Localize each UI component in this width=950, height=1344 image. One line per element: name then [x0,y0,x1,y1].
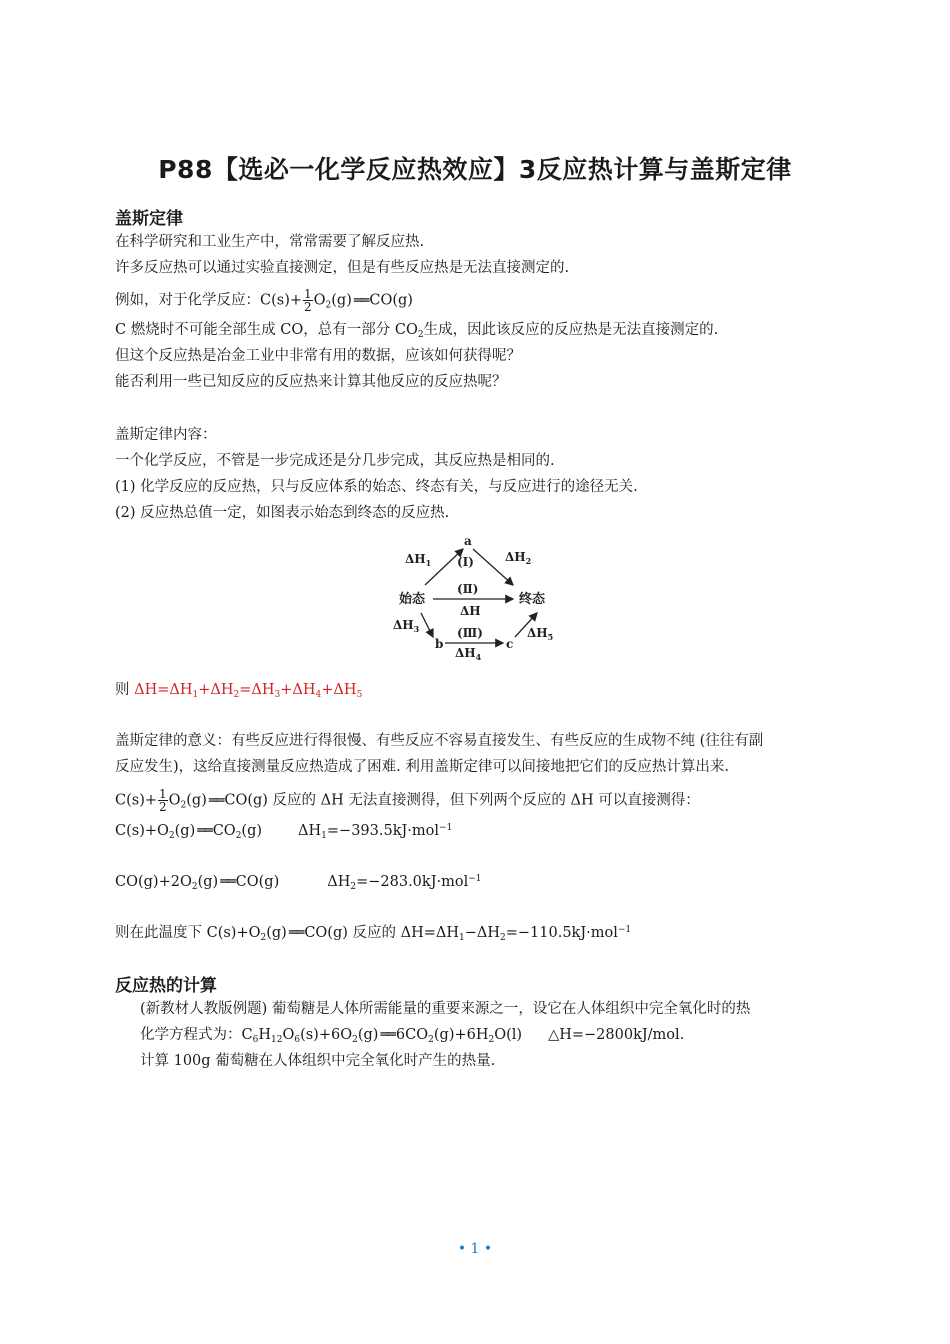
page-title: P88【选必一化学反应热效应】3反应热计算与盖斯定律 [158,155,792,184]
dh4-label [455,646,482,662]
dh3-subscript: 3 [413,624,420,634]
text-fragment: CO [212,823,236,839]
text-fragment: 6CO [395,1027,429,1043]
subscript: 2 [488,1035,495,1045]
text-fragment: O(l) [494,1027,523,1043]
text-fragment: ΔH=ΔH [134,682,193,698]
text-fragment: (g) [197,874,219,890]
subscript: 2 [180,800,187,811]
reaction-equals-sign: ══ [288,925,303,941]
text-fragment: △H=−2800kJ/mol. [548,1027,685,1043]
paragraph-line: 许多反应热可以通过实验直接测定，但是有些反应热是无法直接测定的. [115,260,570,276]
text-fragment: =−283.0kJ·mol [356,874,469,890]
subscript: 5 [356,690,363,700]
text-fragment: =−110.5kJ·mol [505,925,618,941]
text-fragment: C(s)+ [115,792,157,809]
subscript: 2 [235,831,242,841]
text-fragment: (g) [174,823,196,839]
text-fragment: +ΔH [198,682,234,698]
fraction-denominator: 2 [304,300,312,314]
paragraph-line: 但这个反应热是冶金工业中非常有用的数据，应该如何获得呢？ [115,348,521,364]
dh5-subscript: 5 [547,632,554,642]
reaction-equals-sign: ══ [380,1027,394,1043]
text-fragment: CO(g)+2O [115,874,192,890]
dh3-label [393,618,420,634]
subscript: 2 [233,690,240,700]
paragraph-line: (2) 反应热总值一定，如图表示始态到终态的反应热. [115,505,450,521]
text-fragment: =ΔH [239,682,275,698]
start-state-label: 始态 [399,592,426,607]
subscript: 1 [192,690,199,700]
page-number: • 1 • [457,1241,493,1257]
route-2-label: (Ⅱ) [457,582,479,596]
text-fragment: =−393.5kJ·mol [326,823,440,839]
equation-line [115,920,631,948]
text-fragment: 生成，因此该反应的反应热是无法直接测定的. [423,322,719,338]
dh5-label [527,626,553,642]
subscript: 2 [500,933,506,943]
subscript: 2 [191,882,198,892]
subscript: 2 [260,933,267,943]
route-1-label: (Ⅰ) [457,555,474,569]
arrow-start-to-b [421,613,433,637]
subscript: 4 [315,690,322,700]
subscript: 1 [321,831,327,841]
superscript: −1 [439,823,453,833]
route-3-label: (Ⅲ) [457,626,483,640]
paragraph-line: 计算 100g 葡萄糖在人体组织中完全氧化时产生的热量. [140,1053,496,1069]
text-fragment: O [313,292,326,309]
dh1-subscript: 1 [425,558,432,568]
text-fragment: (g) [331,292,352,309]
text-fragment: ΔH [298,823,322,839]
text-fragment: O [282,1027,295,1043]
text-fragment: CO(g) 反应的 ΔH 无法直接测得，但下列两个反应的 ΔH 可以直接测得： [224,792,700,809]
paragraph-line: 能否利用一些已知反应的反应热来计算其他反应的反应热呢？ [115,374,507,390]
text-fragment: +ΔH [280,682,316,698]
text-fragment: +ΔH [321,682,357,698]
text-fragment: 例如，对于化学反应：C(s)+ [115,292,302,309]
fraction-denominator: 2 [159,800,167,814]
subscript: 3 [274,690,281,700]
text-fragment: (g) [241,823,263,839]
dh3-text: ΔH [393,618,414,632]
dh-label: ΔH [460,604,481,618]
text-fragment: (s)+6O [300,1027,353,1043]
dh2-subscript: 2 [525,556,532,566]
hess-result-formula [134,682,362,698]
paragraph-line: 盖斯定律的意义：有些反应进行得很慢、有些反应不容易直接发生、有些反应的生成物不纯 (往往有副 [115,733,764,749]
reaction-equals-sign: ══ [197,823,211,839]
section-heading-hess-law: 盖斯定律 [115,209,183,229]
text-fragment: O [168,792,181,809]
subscript: 6 [252,1035,259,1045]
text-fragment: CO(g) [235,874,280,890]
fraction [303,288,313,313]
paragraph-line: (1) 化学反应的反应热，只与反应体系的始态、终态有关，与反应进行的途径无关. [115,479,638,495]
dh4-subscript: 4 [475,652,482,662]
text-fragment: (g)+6H [433,1027,489,1043]
node-c-label: c [506,637,514,651]
dh2-text: ΔH [505,550,526,564]
subscript: 1 [459,933,465,943]
end-state-label: 终态 [519,592,546,607]
paragraph-line: 盖斯定律内容： [115,427,217,443]
equation-line [115,818,452,846]
text-fragment: ΔH [327,874,351,890]
dh2-label [505,550,531,566]
text-fragment: C 燃烧时不可能全部生成 CO，总有一部分 CO [115,322,418,338]
equation-line [115,869,482,897]
subscript: 12 [271,1035,283,1045]
reaction-example-line [115,288,413,316]
text-fragment: 则在此温度下 C(s)+O [115,925,261,941]
text-fragment: H [258,1027,271,1043]
text-fragment: (g) [266,925,287,941]
equation-line [140,1025,684,1050]
reaction-equals-sign: ══ [353,292,368,309]
paragraph-line: 一个化学反应，不管是一步完成还是分几步完成，其反应热是相同的. [115,453,555,469]
subscript: 2 [325,300,332,311]
hess-result-line [115,680,362,705]
paragraph-line [115,320,718,345]
text-fragment: 化学方程式为：C [140,1027,253,1043]
text-fragment: (g) [357,1027,379,1043]
paragraph-line: (新教材人教版例题) 葡萄糖是人体所需能量的重要来源之一，设它在人体组织中完全氧化时的热 [140,1001,751,1017]
text-fragment: 则 [115,682,135,698]
subscript: 6 [294,1035,301,1045]
hess-law-diagram [385,533,570,663]
fraction-numerator: 1 [304,287,312,301]
dh4-text: ΔH [455,646,476,660]
section-heading-calculation: 反应热的计算 [115,976,217,996]
fraction-numerator: 1 [159,787,167,801]
dh5-text: ΔH [527,626,548,640]
subscript: 2 [350,882,357,892]
subscript: 2 [428,1035,434,1045]
text-fragment: (g) [186,792,207,809]
text-fragment: CO(g) [369,292,413,309]
text-fragment: C(s)+O [115,823,169,839]
paragraph-line: 在科学研究和工业生产中，常常需要了解反应热. [115,234,425,250]
superscript: −1 [468,874,482,884]
text-fragment: −ΔH [464,925,501,941]
text-fragment: CO(g) 反应的 ΔH=ΔH [304,925,459,941]
reaction-equals-sign: ══ [208,792,223,809]
reaction-equals-sign: ══ [220,874,234,890]
subscript: 2 [168,831,175,841]
subscript: 2 [352,1035,358,1045]
paragraph-line: 反应发生)，这给直接测量反应热造成了困难. 利用盖斯定律可以间接地把它们的反应热计算出来. [115,759,729,775]
dh1-label [405,552,431,568]
dh1-text: ΔH [405,552,426,566]
fraction [158,788,168,813]
node-a-label: a [464,534,472,548]
superscript: −1 [617,925,632,935]
node-b-label: b [435,637,444,651]
subscript: 2 [417,330,424,340]
paragraph-line [115,788,700,816]
